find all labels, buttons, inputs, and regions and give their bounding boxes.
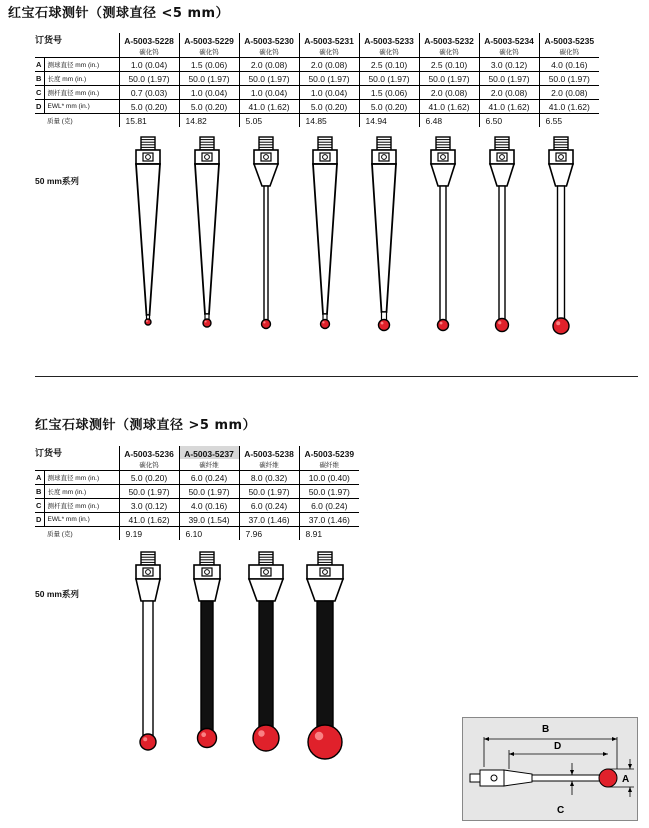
cell: 1.0 (0.04) xyxy=(179,86,239,100)
dim-label-a: A xyxy=(622,774,630,785)
stylus-stem xyxy=(143,601,153,736)
material-label: 碳化钨 xyxy=(119,459,179,471)
row-letter: B xyxy=(35,485,44,499)
cell: 5.0 (0.20) xyxy=(119,471,179,485)
row-label: 长度 mm (in.) xyxy=(44,72,119,86)
cell: 5.05 xyxy=(239,114,299,128)
stylus-thread xyxy=(200,552,214,565)
hex-hole xyxy=(323,570,328,575)
cell: 5.0 (0.20) xyxy=(119,100,179,114)
section1-title: 红宝石球测针（测球直径 <5 mm） xyxy=(8,6,230,21)
cell: 10.0 (0.40) xyxy=(299,471,359,485)
material-label: 碳化钨 xyxy=(539,46,599,58)
order-code: A-5003-5235 xyxy=(539,33,599,46)
cell: 5.0 (0.20) xyxy=(359,100,419,114)
material-label: 碳化钨 xyxy=(239,46,299,58)
cell: 37.0 (1.46) xyxy=(239,513,299,527)
row-label: 质量 (克) xyxy=(47,118,73,125)
section2-title: 红宝石球测针（测球直径 >5 mm） xyxy=(35,418,257,433)
order-code: A-5003-5237 xyxy=(179,446,239,459)
cell: 41.0 (1.62) xyxy=(119,513,179,527)
material-label: 碳化钨 xyxy=(359,46,419,58)
cell: 50.0 (1.97) xyxy=(239,72,299,86)
dim-label-d: D xyxy=(554,741,562,752)
stylus-stem xyxy=(317,601,333,727)
cell: 6.50 xyxy=(479,114,539,128)
stylus-stem xyxy=(259,601,273,727)
cell: 7.96 xyxy=(239,527,299,541)
cell: 2.0 (0.08) xyxy=(299,58,359,72)
stylus-taper xyxy=(136,579,160,601)
cell: 1.0 (0.04) xyxy=(119,58,179,72)
cell: 50.0 (1.97) xyxy=(179,485,239,499)
order-code: A-5003-5236 xyxy=(119,446,179,459)
row-letter: C xyxy=(35,86,44,100)
row-letter: A xyxy=(35,58,44,72)
ruby-ball xyxy=(198,729,217,748)
row-letter: D xyxy=(35,513,44,527)
cell: 2.0 (0.08) xyxy=(419,86,479,100)
diagram-ruby-ball xyxy=(599,769,617,787)
cell: 6.10 xyxy=(179,527,239,541)
cell: 37.0 (1.46) xyxy=(299,513,359,527)
row-label: 测杆直径 mm (in.) xyxy=(44,499,119,513)
stylus-taper xyxy=(194,579,220,601)
row-letter: C xyxy=(35,499,44,513)
cell: 1.0 (0.04) xyxy=(299,86,359,100)
order-code: A-5003-5238 xyxy=(239,446,299,459)
stylus-thread xyxy=(259,552,273,565)
cell: 50.0 (1.97) xyxy=(299,485,359,499)
row-label: 质量 (克) xyxy=(47,531,73,538)
cell: 50.0 (1.97) xyxy=(299,72,359,86)
order-code: A-5003-5230 xyxy=(239,33,299,46)
cell: 3.0 (0.12) xyxy=(119,499,179,513)
cell: 41.0 (1.62) xyxy=(419,100,479,114)
order-code: A-5003-5239 xyxy=(299,446,359,459)
cell: 5.0 (0.20) xyxy=(299,100,359,114)
dimension-diagram xyxy=(462,717,638,821)
cell: 2.0 (0.08) xyxy=(479,86,539,100)
order-code: A-5003-5231 xyxy=(299,33,359,46)
dim-label-b: B xyxy=(542,724,550,735)
stylus-thread xyxy=(318,552,332,565)
series-label: 50 mm系列 xyxy=(35,176,79,186)
cell: 5.0 (0.20) xyxy=(179,100,239,114)
row-letter: B xyxy=(35,72,44,86)
cell: 3.0 (0.12) xyxy=(479,58,539,72)
cell: 50.0 (1.97) xyxy=(119,72,179,86)
stylus-taper xyxy=(249,579,283,601)
cell: 15.81 xyxy=(119,114,179,128)
order-code: A-5003-5232 xyxy=(419,33,479,46)
row-label: EWL* mm (in.) xyxy=(44,100,119,114)
cell: 4.0 (0.16) xyxy=(539,58,599,72)
material-label: 碳化钨 xyxy=(299,46,359,58)
material-label: 碳化钨 xyxy=(419,46,479,58)
stylus xyxy=(194,552,220,748)
dim-label-c: C xyxy=(557,805,565,816)
row-label: 测杆直径 mm (in.) xyxy=(44,86,119,100)
stylus xyxy=(136,552,160,750)
cell: 41.0 (1.62) xyxy=(539,100,599,114)
cell: 6.0 (0.24) xyxy=(299,499,359,513)
ruby-ball xyxy=(308,725,342,759)
row-letter: A xyxy=(35,471,44,485)
diagram-stem xyxy=(532,775,604,781)
cell: 1.5 (0.06) xyxy=(359,86,419,100)
cell: 41.0 (1.62) xyxy=(239,100,299,114)
cell: 2.5 (0.10) xyxy=(359,58,419,72)
row-label: EWL* mm (in.) xyxy=(44,513,119,527)
ruby-ball xyxy=(140,734,156,750)
hex-hole xyxy=(205,570,210,575)
order-number-label: 订货号 xyxy=(35,448,63,458)
ruby-highlight xyxy=(143,737,147,741)
cell: 50.0 (1.97) xyxy=(119,485,179,499)
ruby-highlight xyxy=(201,732,206,737)
material-label: 碳纤维 xyxy=(239,459,299,471)
ruby-highlight xyxy=(258,730,265,737)
material-label: 碳化钨 xyxy=(179,46,239,58)
stylus xyxy=(307,552,343,759)
stylus-stem xyxy=(201,601,213,731)
cell: 0.7 (0.03) xyxy=(119,86,179,100)
cell: 2.5 (0.10) xyxy=(419,58,479,72)
stylus xyxy=(249,552,283,751)
row-label: 长度 mm (in.) xyxy=(44,485,119,499)
cell: 6.0 (0.24) xyxy=(239,499,299,513)
diagram-hex-hole xyxy=(491,775,497,781)
material-label: 碳化钨 xyxy=(479,46,539,58)
cell: 39.0 (1.54) xyxy=(179,513,239,527)
cell: 50.0 (1.97) xyxy=(179,72,239,86)
row-label: 测球直径 mm (in.) xyxy=(44,471,119,485)
cell: 6.48 xyxy=(419,114,479,128)
order-code: A-5003-5234 xyxy=(479,33,539,46)
cell: 2.0 (0.08) xyxy=(539,86,599,100)
ruby-ball xyxy=(253,725,279,751)
cell: 50.0 (1.97) xyxy=(539,72,599,86)
material-label: 碳纤维 xyxy=(299,459,359,471)
stylus-taper xyxy=(307,579,343,601)
cell: 50.0 (1.97) xyxy=(479,72,539,86)
order-number-label: 订货号 xyxy=(35,35,63,45)
diagram-thread xyxy=(470,774,480,782)
stylus-thread xyxy=(141,552,155,565)
series-label: 50 mm系列 xyxy=(35,589,79,599)
cell: 6.0 (0.24) xyxy=(179,471,239,485)
cell: 50.0 (1.97) xyxy=(239,485,299,499)
cell: 2.0 (0.08) xyxy=(239,58,299,72)
cell: 1.0 (0.04) xyxy=(239,86,299,100)
order-code: A-5003-5229 xyxy=(179,33,239,46)
order-code: A-5003-5233 xyxy=(359,33,419,46)
cell: 50.0 (1.97) xyxy=(359,72,419,86)
cell: 4.0 (0.16) xyxy=(179,499,239,513)
cell: 8.91 xyxy=(299,527,359,541)
cell: 1.5 (0.06) xyxy=(179,58,239,72)
cell: 6.55 xyxy=(539,114,599,128)
row-letter: D xyxy=(35,100,44,114)
cell: 41.0 (1.62) xyxy=(479,100,539,114)
cell: 14.94 xyxy=(359,114,419,128)
order-code: A-5003-5228 xyxy=(119,33,179,46)
cell: 14.82 xyxy=(179,114,239,128)
cell: 14.85 xyxy=(299,114,359,128)
row-label: 测球直径 mm (in.) xyxy=(44,58,119,72)
cell: 9.19 xyxy=(119,527,179,541)
material-label: 碳化钨 xyxy=(119,46,179,58)
material-label: 碳纤维 xyxy=(179,459,239,471)
cell: 50.0 (1.97) xyxy=(419,72,479,86)
hex-hole xyxy=(146,570,151,575)
ruby-highlight xyxy=(315,732,324,741)
hex-hole xyxy=(264,570,269,575)
cell: 8.0 (0.32) xyxy=(239,471,299,485)
